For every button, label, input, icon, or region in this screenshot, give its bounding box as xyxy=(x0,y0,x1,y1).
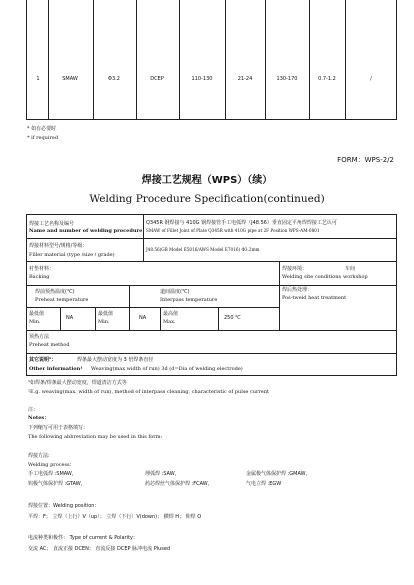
row-divider xyxy=(27,261,396,262)
site-value-en: workshop xyxy=(343,274,368,280)
procedure-name-label-en: Name and number of welding procedure xyxy=(29,228,143,234)
process-heading-en: Welding process： xyxy=(28,462,75,468)
other-info-text-en: Weaving(max width of run) 3d (d=Dia of welding electrode) xyxy=(91,366,243,372)
notes-heading-en: Notes： xyxy=(28,415,50,421)
filler-label-en: Filler material (type /size / grade) xyxy=(29,252,115,258)
preheat-min-value: NA xyxy=(66,315,74,321)
procedure-name-label-cn: 焊接工艺名称及编号 xyxy=(29,221,75,227)
interpass-min-label-cn: 最低值 xyxy=(98,311,114,317)
table-column-divider xyxy=(345,0,346,119)
other-info-text-cn: 焊条最大摆动宽度为 3 倍焊条直径 xyxy=(77,357,154,363)
table-cell-other: / xyxy=(370,76,372,82)
process-saw: 埋弧焊 :SAW， xyxy=(145,471,180,477)
table-column-divider xyxy=(136,0,137,119)
procedure-name-value-cn: Q345R 钢焊接与 410G 钢焊接管手工电弧焊（J48.56）垂直固定平角焊焊接工艺认可 xyxy=(146,220,337,226)
table-column-divider xyxy=(179,0,180,119)
row-divider xyxy=(27,238,396,239)
row-divider xyxy=(27,307,279,308)
note1-cn: ¹如焊条/焊条最大摆动宽度，焊道清洁方式等 xyxy=(28,380,127,386)
site-label-en: Welding site conditions xyxy=(282,274,342,280)
table-column-divider xyxy=(93,0,94,119)
preheat-method-label-en: Preheat method xyxy=(29,342,70,348)
column-divider xyxy=(160,307,161,330)
table-cell-process: SMAW xyxy=(62,76,78,82)
interpass-label-cn: 道间温度(℃) xyxy=(160,289,190,295)
position-heading: 焊接位置：Welding position： xyxy=(28,503,100,509)
table-column-divider xyxy=(48,0,49,119)
interpass-max-label-cn: 最高值 xyxy=(163,311,179,317)
current-values: 交流 AC； 直流正接 DCEN； 直流反接 DCEP 脉冲电流 Plused xyxy=(28,546,171,552)
column-divider xyxy=(218,307,219,330)
column-divider xyxy=(143,215,144,238)
column-divider xyxy=(129,285,130,330)
preheat-label-cn: 焊前预热温度(℃) xyxy=(35,289,75,295)
column-divider xyxy=(279,261,280,330)
position-values: 平焊：F； 立焊（上行）V（up）； 立焊（下行）V(down)； 横焊 H； 仰焊 O xyxy=(28,514,202,520)
interpass-min-value: NA xyxy=(139,315,147,321)
site-value-cn: 车间 xyxy=(345,266,356,272)
preheat-label-en: Preheat temperature xyxy=(35,297,89,303)
table-column-divider xyxy=(309,0,310,119)
interpass-label-en: Interpass temperature xyxy=(160,297,218,303)
table-cell-voltage: 21-24 xyxy=(237,76,253,82)
current-heading: 电流种类和极性： Type of current & Polarity： xyxy=(28,535,138,541)
abbreviation-intro-en: The following abbreviation may be used in this form: xyxy=(28,434,163,440)
process-gtaw: 钨极气体保护焊 :GTAW， xyxy=(28,481,86,487)
row-divider xyxy=(27,353,396,354)
column-divider xyxy=(143,238,144,261)
table-column-divider xyxy=(225,0,226,119)
process-egw: 气电立焊 :EGW xyxy=(246,481,282,487)
other-info-label-en: Other information¹ xyxy=(29,366,83,372)
interpass-min-label-en: Min. xyxy=(98,319,110,325)
filler-value: J48.56(GB Model E5016/AWS Model E7016) Φ3.2mm xyxy=(146,247,260,252)
table-cell-travel-speed: 130-170 xyxy=(276,76,298,82)
footnote-cn: * 如有必要时 xyxy=(27,126,57,132)
abbreviation-intro-cn: 下列缩写可用于表格填写： xyxy=(28,425,89,431)
backing-label-cn: 衬垫材料： xyxy=(29,266,55,272)
note1-en: ¹E.g. weaving(max. width of run), method of interpass cleaning, characteristic of pulse current xyxy=(28,389,269,395)
preheat-method-label-cn: 预热方法 xyxy=(29,334,50,340)
table-cell-current-type: DCEP xyxy=(150,76,164,82)
backing-label-en: Backing xyxy=(29,274,50,280)
pwht-label-en: Pos-tweld heat treatment xyxy=(282,295,347,301)
page-title-cn: 焊接工艺规程（WPS）（续） xyxy=(141,175,273,186)
preheat-min-label-cn: 最低值 xyxy=(29,311,45,317)
notes-heading-cn: 注： xyxy=(28,407,39,413)
form-id: FORM：WPS-2/2 xyxy=(337,156,394,164)
process-smaw: 手工电弧焊 :SMAW， xyxy=(28,471,77,477)
other-info-label-cn: 其它说明¹： xyxy=(29,357,57,363)
welding-parameters-table xyxy=(26,0,397,120)
footnote-en: * if required xyxy=(27,135,59,141)
pwht-label-cn: 焊后热处理： xyxy=(282,287,313,293)
row-divider xyxy=(27,330,396,331)
table-cell-filler-size: Φ3.2 xyxy=(108,76,120,82)
page-title-en: Welding Procedure Specification(continued) xyxy=(89,193,325,205)
row-divider xyxy=(27,285,396,286)
table-cell-heat-input: 0.7-1.2 xyxy=(318,76,336,82)
site-label-cn: 焊接环境： xyxy=(282,266,308,272)
table-cell-current: 110-130 xyxy=(191,76,213,82)
interpass-max-value: 250 ℃ xyxy=(224,315,241,321)
interpass-max-label-en: Max. xyxy=(163,319,176,325)
filler-label-cn: 焊接材料型号/规格/等级： xyxy=(29,243,88,249)
table-column-divider xyxy=(265,0,266,119)
process-gmaw: 金属极气体保护焊 :GMAW， xyxy=(246,471,311,477)
preheat-min-label-en: Min. xyxy=(29,319,41,325)
column-divider xyxy=(95,307,96,330)
table-cell-run: 1 xyxy=(36,76,40,82)
process-fcaw: 药芯焊丝气体保护焊 :FCAW， xyxy=(145,481,213,487)
process-heading-cn: 焊接方法: xyxy=(28,453,50,459)
column-divider xyxy=(60,307,61,330)
wps-form xyxy=(26,214,397,376)
procedure-name-value-en: SMAW of Fillet Joint of Plate Q345R with 410G pipe at 2F Position WPS-AM-0801 xyxy=(146,228,320,233)
